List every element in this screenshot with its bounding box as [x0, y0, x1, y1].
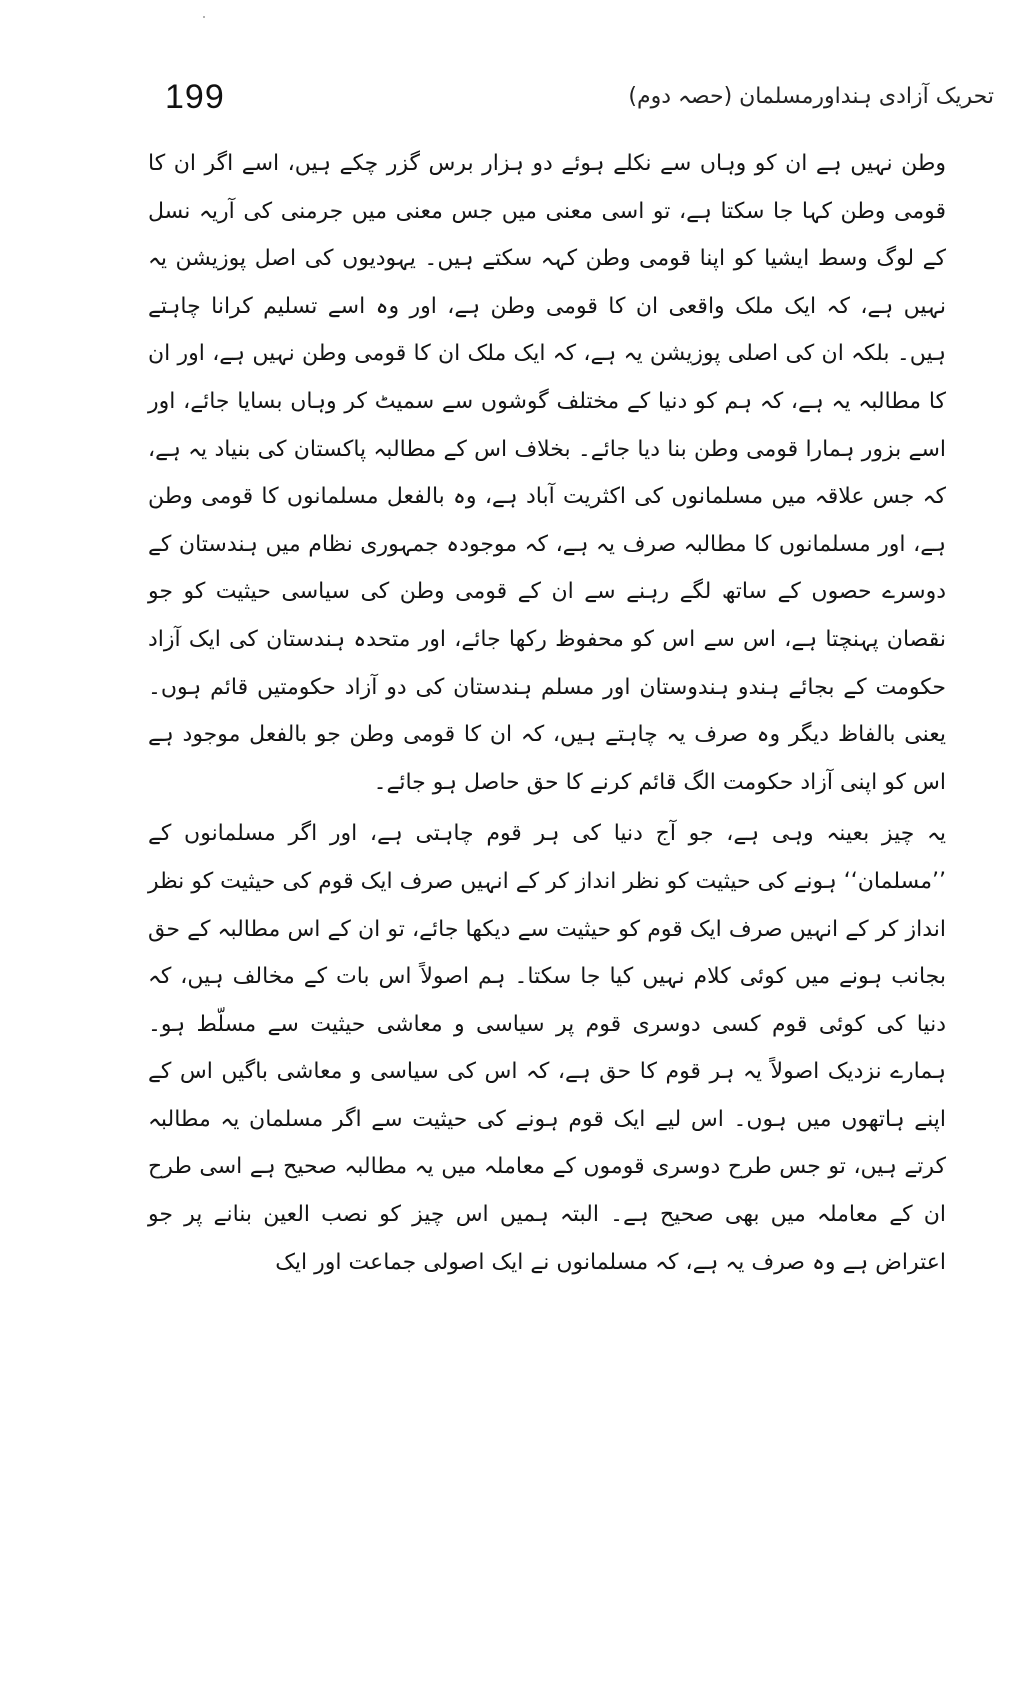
- running-title: تحریک آزادی ہنداورمسلمان (حصہ دوم): [628, 84, 994, 109]
- stray-ink-mark: [203, 16, 205, 18]
- page-header: [155, 78, 994, 128]
- body-text: [148, 140, 946, 1286]
- paragraph-1: وطن نہیں ہے ان کو وہاں سے نکلے ہوئے دو ہزار برس گزر چکے ہیں، اسے اگر ان کا قومی وطن کہا جا سکتا ہے، تو اسی معنی میں جس معنی میں جرمنی کی آریہ نسل کے لوگ وسط ایشیا کو اپنا قومی وطن کہہ سکتے ہیں۔ یہودیوں کی اصل پوزیشن یہ نہیں ہے، کہ ایک ملک واقعی ان کا قومی وطن ہے، اور وہ اسے تسلیم کرانا چاہتے ہیں۔ بلکہ ان کی اصلی پوزیشن یہ ہے، کہ ایک ملک ان کا قومی وطن نہیں ہے، اور ان کا مطالبہ یہ ہے، کہ ہم کو دنیا کے مختلف گوشوں سے سمیٹ کر وہاں بسایا جائے، اور اسے بزور ہمارا قومی وطن بنا دیا جائے۔ بخلاف اس کے مطالبہ پاکستان کی بنیاد یہ ہے، کہ جس علاقہ میں مسلمانوں کی اکثریت آباد ہے، وہ بالفعل مسلمانوں کا قومی وطن ہے، اور مسلمانوں کا مطالبہ صرف یہ ہے، کہ موجودہ جمہوری نظام میں ہندستان کے دوسرے حصوں کے ساتھ لگے رہنے سے ان کے قومی وطن کی سیاسی حیثیت کو جو نقصان پہنچتا ہے، اس سے اس کو محفوظ رکھا جائے، اور متحدہ ہندستان کی ایک آزاد حکومت کے بجائے ہندو ہندوستان اور مسلم ہندستان کی دو آزاد حکومتیں قائم ہوں۔ یعنی بالفاظ دیگر وہ صرف یہ چاہتے ہیں، کہ ان کا قومی وطن جو بالفعل موجود ہے اس کو اپنی آزاد حکومت الگ قائم کرنے کا حق حاصل ہو جائے۔: [148, 151, 946, 795]
- page-number: 199: [165, 78, 225, 116]
- paragraph-2: یہ چیز بعینہ وہی ہے، جو آج دنیا کی ہر قوم چاہتی ہے، اور اگر مسلمانوں کے ’’مسلمان‘‘ ہونے کی حیثیت کو نظر انداز کر کے انہیں صرف ایک قوم کی حیثیت کو نظر انداز کر کے انہیں صرف ایک قوم کو حیثیت سے دیکھا جائے، تو ان کے اس مطالبہ کے حق بجانب ہونے میں کوئی کلام نہیں کیا جا سکتا۔ ہم اصولاً اس بات کے مخالف ہیں، کہ دنیا کی کوئی قوم کسی دوسری قوم پر سیاسی و معاشی حیثیت سے مسلّط ہو۔ ہمارے نزدیک اصولاً یہ ہر قوم کا حق ہے، کہ اس کی سیاسی و معاشی باگیں اس کے اپنے ہاتھوں میں ہوں۔ اس لیے ایک قوم ہونے کی حیثیت سے اگر مسلمان یہ مطالبہ کرتے ہیں، تو جس طرح دوسری قوموں کے معاملہ میں یہ مطالبہ صحیح ہے اسی طرح ان کے معاملہ میں بھی صحیح ہے۔ البتہ ہمیں اس چیز کو نصب العین بنانے پر جو اعتراض ہے وہ صرف یہ ہے، کہ مسلمانوں نے ایک اصولی جماعت اور ایک: [148, 821, 946, 1275]
